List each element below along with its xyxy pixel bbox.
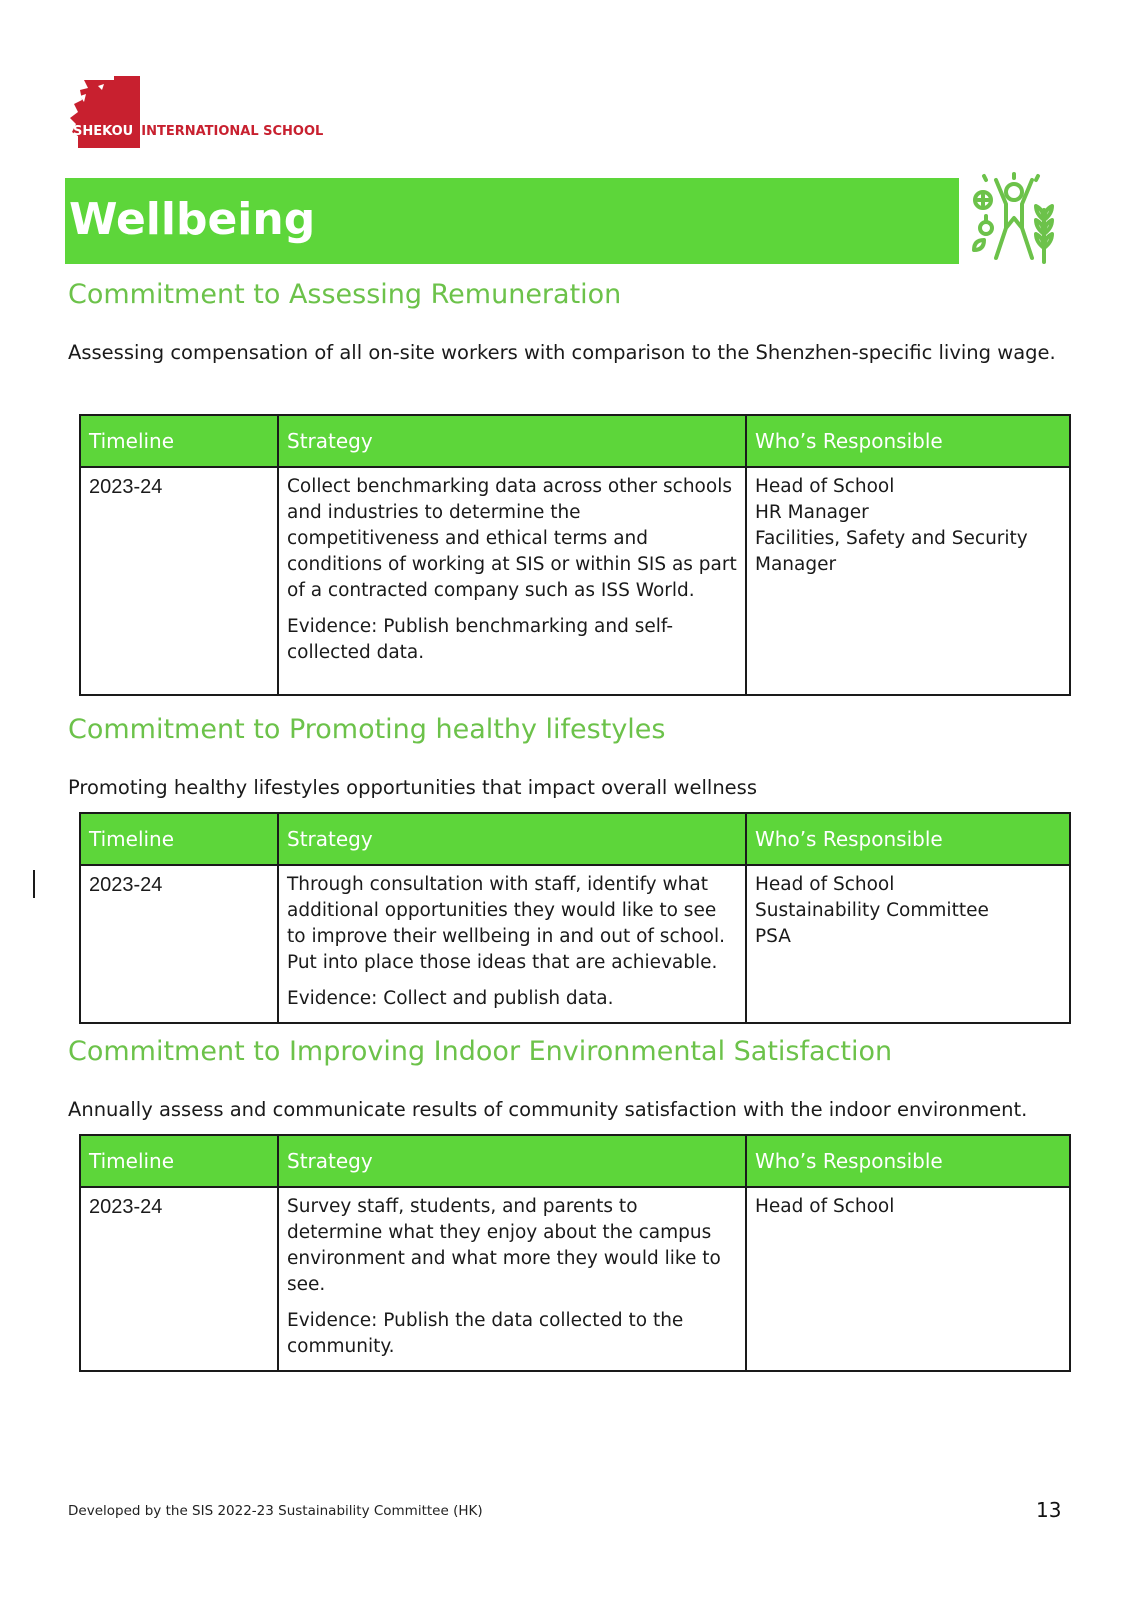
cell-timeline: 2023-24 — [80, 1187, 278, 1371]
responsible-item: Head of School — [755, 874, 895, 895]
header-strategy: Strategy — [278, 415, 746, 467]
header-strategy: Strategy — [278, 813, 746, 865]
wellbeing-person-plant-icon — [966, 170, 1062, 266]
section-desc-healthy-lifestyles: Promoting healthy lifestyles opportunities that impact overall wellness — [68, 776, 758, 799]
responsible-item: HR Manager — [755, 502, 869, 523]
table-row — [80, 865, 1070, 1023]
cell-timeline: 2023-24 — [80, 467, 278, 695]
section-title-remuneration: Commitment to Assessing Remuneration — [68, 279, 622, 310]
table-row — [80, 467, 1070, 695]
section-title-indoor-environment: Commitment to Improving Indoor Environmental Satisfaction — [68, 1036, 893, 1067]
responsible-item: Head of School — [755, 1196, 895, 1217]
plan-table-indoor-environment — [79, 1134, 1071, 1372]
strategy-text: Through consultation with staff, identify what additional opportunities they would like to see to improve their wellbeing in and out of school. Put into place those ideas that are achievable. — [287, 874, 725, 973]
header-responsible: Who’s Responsible — [746, 1135, 1070, 1187]
table-header-row — [80, 813, 1070, 865]
header-responsible: Who’s Responsible — [746, 415, 1070, 467]
cell-responsible — [746, 865, 1070, 1023]
responsible-item: Head of School — [755, 476, 895, 497]
responsible-item: Facilities, Safety and Security Manager — [755, 528, 1028, 575]
table-header-row — [80, 1135, 1070, 1187]
cell-responsible — [746, 1187, 1070, 1371]
header-responsible: Who’s Responsible — [746, 813, 1070, 865]
cell-responsible — [746, 467, 1070, 695]
table-header-row — [80, 415, 1070, 467]
responsible-item: Sustainability Committee — [755, 900, 989, 921]
footer-credit: Developed by the SIS 2022-23 Sustainability Committee (HK) — [68, 1503, 483, 1519]
strategy-text: Survey staff, students, and parents to determine what they enjoy about the campus environment and what more they would like to see. — [287, 1196, 721, 1295]
header-timeline: Timeline — [80, 415, 278, 467]
logo-word-international-school: INTERNATIONAL SCHOOL — [141, 124, 324, 139]
header-strategy: Strategy — [278, 1135, 746, 1187]
evidence-text: Evidence: Collect and publish data. — [287, 988, 614, 1009]
plan-table-remuneration — [79, 414, 1071, 696]
cell-strategy — [278, 1187, 746, 1371]
section-title-healthy-lifestyles: Commitment to Promoting healthy lifestyles — [68, 714, 666, 745]
page-number: 13 — [1036, 1498, 1062, 1522]
cell-timeline: 2023-24 — [80, 865, 278, 1023]
section-banner — [65, 178, 959, 264]
table-row — [80, 1187, 1070, 1371]
header-timeline: Timeline — [80, 813, 278, 865]
responsible-item: PSA — [755, 926, 791, 947]
school-logo — [70, 76, 370, 152]
section-desc-remuneration: Assessing compensation of all on-site workers with comparison to the Shenzhen-specific living wage. — [68, 341, 1056, 364]
evidence-text: Evidence: Publish the data collected to the community. — [287, 1310, 684, 1357]
text-cursor — [33, 870, 35, 898]
header-timeline: Timeline — [80, 1135, 278, 1187]
evidence-text: Evidence: Publish benchmarking and self-collected data. — [287, 616, 674, 663]
section-desc-indoor-environment: Annually assess and communicate results of community satisfaction with the indoor environment. — [68, 1098, 1028, 1121]
plan-table-healthy-lifestyles — [79, 812, 1071, 1024]
logo-wordmark — [72, 122, 323, 142]
page-title: Wellbeing — [69, 194, 316, 245]
strategy-text: Collect benchmarking data across other schools and industries to determine the competitiveness and ethical terms and conditions of working at SIS or within SIS as part of a contracted company such as ISS World. — [287, 476, 737, 601]
cell-strategy — [278, 467, 746, 695]
logo-word-shekou: SHEKOU — [73, 124, 134, 139]
cell-strategy — [278, 865, 746, 1023]
